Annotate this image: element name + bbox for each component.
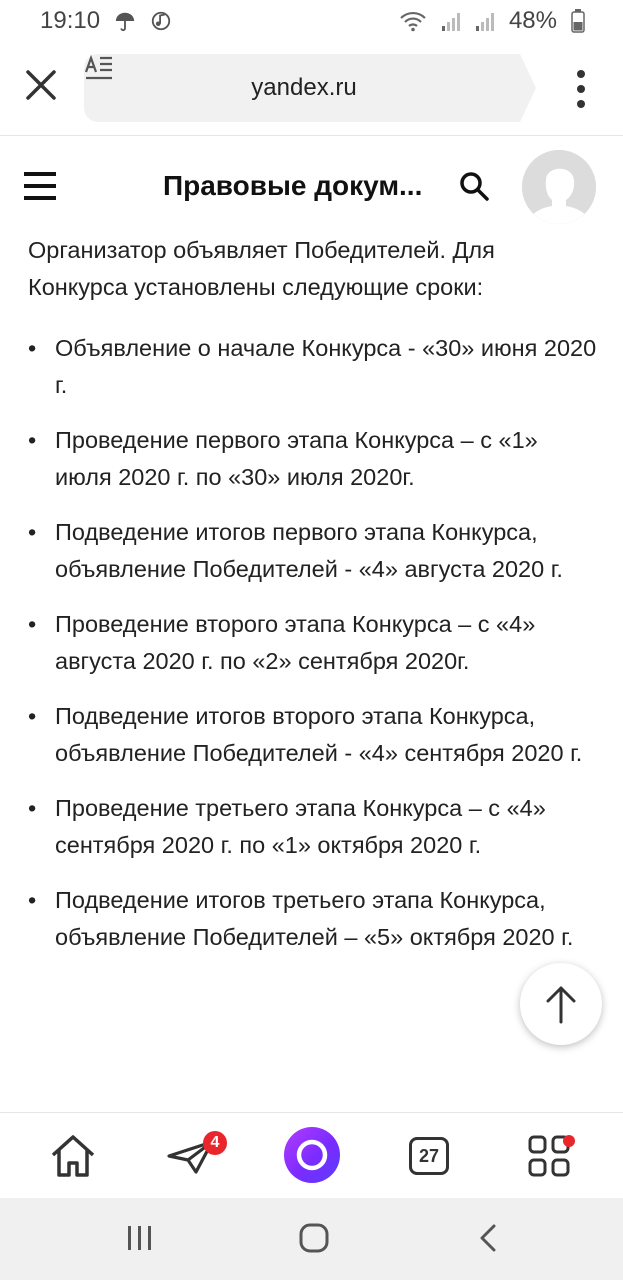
url-text[interactable]: yandex.ru <box>251 74 357 101</box>
messages-badge: 4 <box>203 1131 227 1155</box>
scroll-to-top-button[interactable] <box>520 963 602 1045</box>
list-item <box>28 790 598 864</box>
arrow-up-icon <box>544 984 578 1024</box>
list-item-text: Подведение итогов второго этапа Конкурса, объявление Победителей - «4» сентября 2020 г. <box>55 703 583 766</box>
signal-icon <box>441 10 461 32</box>
list-item <box>28 606 598 680</box>
avatar-icon <box>522 150 596 224</box>
wifi-icon <box>399 10 427 32</box>
recent-apps-icon[interactable] <box>126 1224 154 1252</box>
tabs-icon[interactable]: 27 <box>409 1137 449 1175</box>
list-item-text: Объявление о начале Конкурса - «30» июня 2020 г. <box>55 335 597 398</box>
page-title: Правовые докум... <box>163 170 423 201</box>
close-icon[interactable] <box>22 66 60 104</box>
bullet: • <box>28 703 37 729</box>
bullet: • <box>28 611 37 637</box>
list-item-text: Проведение первого этапа Конкурса – с «1» июля 2020 г. по «30» июля 2020г. <box>55 427 538 490</box>
umbrella-icon <box>114 10 136 32</box>
bullet: • <box>28 335 37 361</box>
list-item <box>28 330 598 404</box>
list-item-text: Проведение третьего этапа Конкурса – с «4» сентября 2020 г. по «1» октября 2020 г. <box>55 795 546 858</box>
alice-button[interactable] <box>284 1127 340 1183</box>
list-item <box>28 422 598 496</box>
signal-icon <box>475 10 495 32</box>
list-item-text: Подведение итогов первого этапа Конкурса, объявление Победителей - «4» августа 2020 г. <box>55 519 563 582</box>
intro-text: Организатор объявляет Победителей. Для Конкурса установлены следующие сроки: <box>28 237 495 300</box>
apps-notification-dot <box>563 1135 575 1147</box>
bullet: • <box>28 427 37 453</box>
list-item <box>28 514 598 588</box>
home-button-icon[interactable] <box>298 1222 330 1254</box>
search-icon[interactable] <box>458 170 490 202</box>
bullet: • <box>28 887 37 913</box>
address-bar[interactable] <box>84 54 536 122</box>
home-button[interactable] <box>48 1131 98 1181</box>
hamburger-icon[interactable] <box>24 170 58 202</box>
system-nav-bar <box>0 1198 623 1280</box>
terms-list <box>28 330 598 956</box>
status-bar <box>0 0 623 42</box>
back-icon[interactable] <box>476 1222 500 1254</box>
bullet: • <box>28 795 37 821</box>
document-content <box>28 232 598 974</box>
list-item <box>28 882 598 956</box>
browser-toolbar <box>0 42 623 136</box>
browser-bottom-bar <box>0 1112 623 1198</box>
bullet: • <box>28 519 37 545</box>
list-item-text: Подведение итогов третьего этапа Конкурса, объявление Победителей – «5» октября 2020 г. <box>55 887 574 950</box>
more-vertical-icon[interactable] <box>566 68 596 110</box>
home-icon <box>49 1133 97 1179</box>
avatar[interactable] <box>522 150 596 224</box>
battery-icon <box>571 9 585 33</box>
battery-level: 48% <box>508 7 557 34</box>
alice-icon <box>284 1127 340 1183</box>
music-note-icon <box>150 10 172 32</box>
page-header <box>0 136 623 236</box>
status-time: 19:10 <box>40 7 101 34</box>
list-item-text: Проведение второго этапа Конкурса – с «4» августа 2020 г. по «2» сентября 2020г. <box>55 611 536 674</box>
list-item <box>28 698 598 772</box>
